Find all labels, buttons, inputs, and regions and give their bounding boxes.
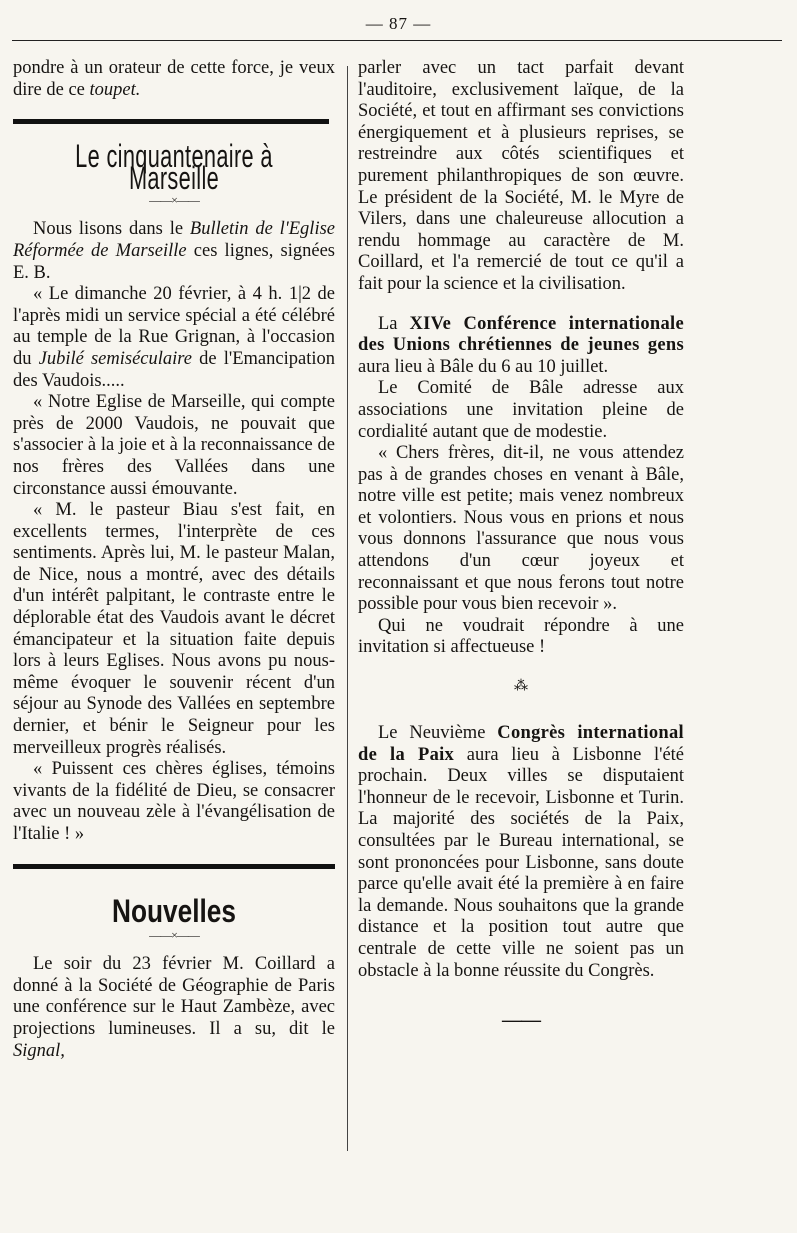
- left-column: [13, 58, 335, 1062]
- asterism-separator: ⁂: [514, 679, 528, 695]
- marseille-paragraph: « Le dimanche 20 février, à 4 h. 1|2 de l'après midi un service spécial a été célébré au temple de la Rue Grignan, à l'occasion du Jubilé semiséculaire de l'Emancipation des Vaudois.....: [13, 284, 335, 391]
- column-divider: [347, 66, 348, 1151]
- nouvelles-paragraph: Le soir du 23 février M. Coillard a donné à la Société de Géographie de Paris une conférence sur le Haut Zambèze, avec projections lumineuses. Il a su, dit le Signal,: [13, 954, 335, 1061]
- qui-paragraph: Qui ne voudrait répondre à une invitation si affectueuse !: [358, 615, 684, 658]
- title-ornament: ——×——: [149, 193, 199, 208]
- marseille-paragraph: Nous lisons dans le Bulletin de l'Eglise Réformée de Marseille ces lignes, signées E. B.: [13, 219, 336, 283]
- end-dash: ——: [502, 1009, 540, 1032]
- section-rule: [13, 119, 329, 124]
- marseille-paragraph: « Notre Eglise de Marseille, qui compte près de 2000 Vaudois, ne pouvait que s'associer à la joie et à la reconnaissance de nos frères des Vallées dans une circonstance aussi émouvante.: [13, 392, 335, 499]
- marseille-title: Le cinquantenaire à Marseille: [75, 138, 273, 196]
- intro-paragraph: pondre à un orateur de cette force, je veux dire de ce toupet.: [13, 58, 335, 100]
- header-rule: [12, 40, 782, 41]
- coillard-continuation: parler avec un tact parfait devant l'auditoire, exclusivement laïque, de la Société, et tout en affirmant ses convictions énergiquement et à plusieurs reprises, se restreindre aux côtés scientifiques et purement philanthropiques de son œuvre. Le président de la Société, M. le Myre de Vilers, dans une chaleureuse allocution a rendu hommage au caractère de M. Coillard, et l'a remercié de tout ce qu'il a fait pour la science et la civilisation.: [358, 58, 684, 294]
- congres-paragraph: Le Neuvième Congrès international de la Paix aura lieu à Lisbonne l'été prochain. Deux villes se disputaient l'honneur de le recevoir, Lisbonne et Turin. La majorité des sociétés de la Paix, consultées par le Bureau international, se sont prononcées pour Lisbonne, sans doute parce qu'elle avait été la première à en faire la demande. Nous souhaitons que la grande distance et la position tout autre que centrale de cette ville ne soient pas un obstacle à la bonne réussite du Congrès.: [358, 723, 684, 981]
- title-ornament: ——×——: [149, 928, 199, 943]
- marseille-paragraph: « M. le pasteur Biau s'est fait, en excellents termes, l'interprète de ces sentiments. Après lui, M. le pasteur Malan, de Nice, nous a montré, avec des détails d'un intérêt palpitant, le contraste entre le déplorable état des Vaudois avant le décret émancipateur et la situation faite depuis lors à leurs Eglises. Nous avons pu nous-même évoquer le souvenir récent d'un séjour au Synode des Vallées en septembre dernier, et bénir le Seigneur pour les merveilleux progrès réalisés.: [13, 500, 335, 758]
- section-rule: [13, 864, 335, 869]
- comite-paragraph: Le Comité de Bâle adresse aux associations une invitation pleine de cordialité autant que de modestie.: [358, 378, 684, 442]
- right-column: [358, 58, 684, 1032]
- page-number: — 87 —: [365, 14, 432, 33]
- conference-paragraph: La XIVe Conférence internationale des Unions chrétiennes de jeunes gens aura lieu à Bâle du 6 au 10 juillet.: [358, 313, 684, 377]
- nouvelles-title: Nouvelles: [112, 892, 236, 929]
- marseille-paragraph: « Puissent ces chères églises, témoins vivants de la fidélité de Dieu, se consacrer avec un nouveau zèle à l'évangélisation de l'Italie ! »: [13, 759, 335, 844]
- freres-paragraph: « Chers frères, dit-il, ne vous attendez pas à de grandes choses en venant à Bâle, notre ville est petite; mais venez nombreux et volontiers. Nous vous en prions et nous vous donnons l'assurance que nous vous attendons d'un cœur joyeux et reconnaissant et que nous ferons tout notre possible pour vous bien recevoir ».: [358, 443, 684, 615]
